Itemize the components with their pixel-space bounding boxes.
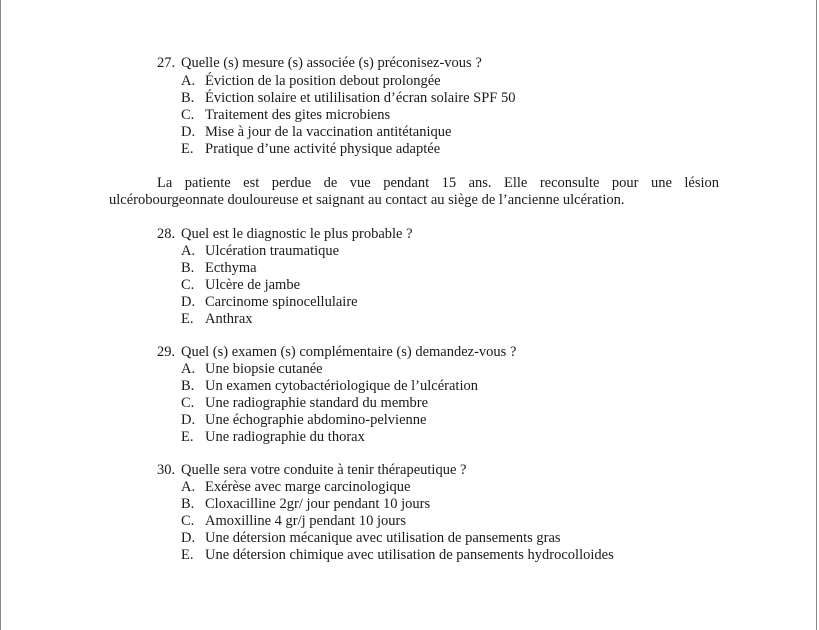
option-letter: B. bbox=[181, 260, 195, 276]
option-30-d bbox=[181, 530, 561, 547]
option-28-a bbox=[181, 243, 339, 260]
option-30-b bbox=[181, 496, 430, 513]
option-28-d bbox=[181, 294, 358, 311]
option-text: Une biopsie cutanée bbox=[205, 361, 323, 377]
question-number: 28. bbox=[157, 226, 176, 242]
question-text: Quel (s) examen (s) complémentaire (s) demandez-vous ? bbox=[181, 344, 517, 360]
case-paragraph bbox=[109, 175, 719, 209]
option-28-c bbox=[181, 277, 300, 294]
option-text: Ulcération traumatique bbox=[205, 243, 340, 259]
option-text: Éviction de la position debout prolongée bbox=[205, 73, 441, 89]
option-letter: E. bbox=[181, 429, 194, 445]
option-28-b bbox=[181, 260, 257, 277]
option-letter: A. bbox=[181, 73, 196, 89]
option-letter: D. bbox=[181, 412, 196, 428]
option-letter: C. bbox=[181, 107, 195, 123]
option-30-a bbox=[181, 479, 410, 496]
option-text: Éviction solaire et utililisation d’écran solaire SPF 50 bbox=[205, 90, 516, 106]
option-text: Amoxilline 4 gr/j pendant 10 jours bbox=[205, 513, 406, 529]
option-text: Traitement des gites microbiens bbox=[205, 107, 391, 123]
option-letter: D. bbox=[181, 124, 196, 140]
option-letter: E. bbox=[181, 547, 194, 563]
option-29-e bbox=[181, 429, 365, 446]
option-text: Un examen cytobactériologique de l’ulcération bbox=[205, 378, 478, 394]
question-text: Quelle (s) mesure (s) associée (s) préconisez-vous ? bbox=[181, 55, 482, 71]
option-letter: A. bbox=[181, 243, 196, 259]
case-paragraph-line-1: La patiente est perdue de vue pendant 15 ans. Elle reconsulte pour une lésion bbox=[157, 175, 719, 191]
question-27 bbox=[157, 55, 482, 72]
option-27-e bbox=[181, 141, 440, 158]
option-letter: C. bbox=[181, 513, 195, 529]
option-27-b bbox=[181, 90, 515, 107]
question-29 bbox=[157, 344, 516, 361]
question-number: 27. bbox=[157, 55, 176, 71]
question-text: Quel est le diagnostic le plus probable ? bbox=[181, 226, 413, 242]
option-text: Une échographie abdomino-pelvienne bbox=[205, 412, 427, 428]
option-text: Une détersion chimique avec utilisation de pansements hydrocolloides bbox=[205, 547, 614, 563]
option-letter: A. bbox=[181, 479, 196, 495]
option-letter: C. bbox=[181, 395, 195, 411]
question-28 bbox=[157, 226, 413, 243]
option-text: Ecthyma bbox=[205, 260, 257, 276]
option-text: Anthrax bbox=[205, 311, 253, 327]
option-27-d bbox=[181, 124, 451, 141]
option-letter: D. bbox=[181, 294, 196, 310]
option-letter: E. bbox=[181, 311, 194, 327]
question-30 bbox=[157, 462, 466, 479]
option-text: Une détersion mécanique avec utilisation de pansements gras bbox=[205, 530, 561, 546]
question-text: Quelle sera votre conduite à tenir thérapeutique ? bbox=[181, 462, 467, 478]
option-29-d bbox=[181, 412, 426, 429]
question-number: 29. bbox=[157, 344, 176, 360]
option-29-b bbox=[181, 378, 478, 395]
option-30-e bbox=[181, 547, 614, 564]
option-text: Ulcère de jambe bbox=[205, 277, 301, 293]
option-letter: B. bbox=[181, 496, 195, 512]
case-paragraph-line-2: ulcérobourgeonnate douloureuse et saignant au contact au siège de l’ancienne ulcération. bbox=[109, 192, 625, 208]
option-text: Une radiographie standard du membre bbox=[205, 395, 429, 411]
option-text: Exérèse avec marge carcinologique bbox=[205, 479, 411, 495]
option-letter: B. bbox=[181, 90, 195, 106]
option-text: Cloxacilline 2gr/ jour pendant 10 jours bbox=[205, 496, 431, 512]
question-number: 30. bbox=[157, 462, 176, 478]
option-text: Pratique d’une activité physique adaptée bbox=[205, 141, 441, 157]
option-27-c bbox=[181, 107, 390, 124]
option-letter: E. bbox=[181, 141, 194, 157]
option-28-e bbox=[181, 311, 253, 328]
option-letter: B. bbox=[181, 378, 195, 394]
option-letter: D. bbox=[181, 530, 196, 546]
option-text: Une radiographie du thorax bbox=[205, 429, 365, 445]
option-text: Carcinome spinocellulaire bbox=[205, 294, 358, 310]
option-letter: A. bbox=[181, 361, 196, 377]
option-text: Mise à jour de la vaccination antitétanique bbox=[205, 124, 452, 140]
option-30-c bbox=[181, 513, 406, 530]
option-29-c bbox=[181, 395, 428, 412]
option-29-a bbox=[181, 361, 323, 378]
option-27-a bbox=[181, 73, 441, 90]
option-letter: C. bbox=[181, 277, 195, 293]
